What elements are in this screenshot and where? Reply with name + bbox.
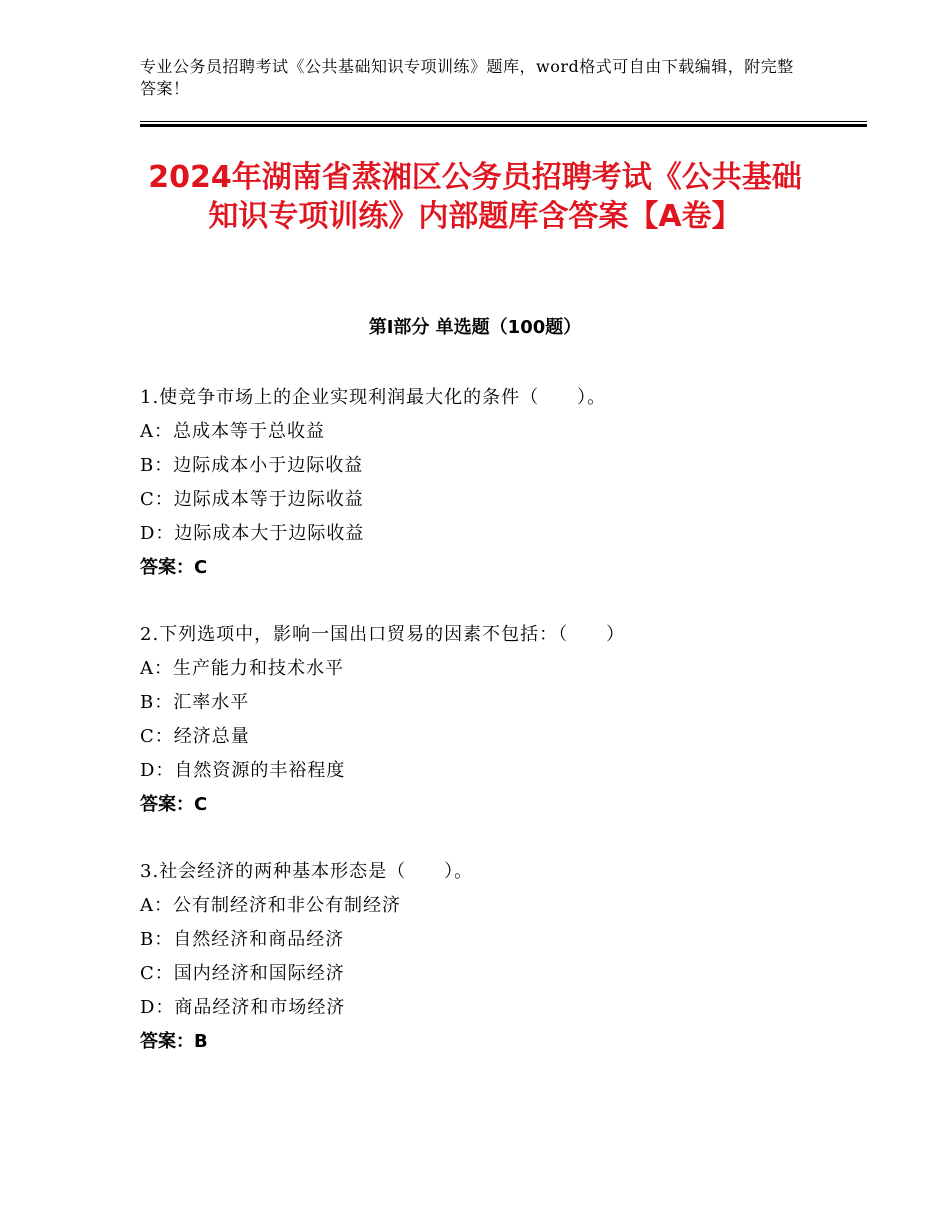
question-list: [140, 381, 840, 1092]
option-d: D：商品经济和市场经济: [140, 997, 346, 1018]
question-3: [140, 855, 840, 1059]
option-c: C：经济总量: [140, 726, 250, 747]
question-stem: 1.使竞争市场上的企业实现利润最大化的条件（ ）。: [140, 387, 607, 408]
option-a: A：生产能力和技术水平: [140, 658, 344, 679]
section-title: 第Ⅰ部分 单选题（100题）: [368, 317, 582, 338]
option-a: A：总成本等于总收益: [140, 421, 325, 442]
header-rule-thick: [140, 124, 867, 127]
answer-line: 答案：C: [140, 794, 208, 815]
option-c: C：国内经济和国际经济: [140, 963, 345, 984]
answer-line: 答案：C: [140, 557, 208, 578]
option-a: A：公有制经济和非公有制经济: [140, 895, 401, 916]
question-stem: 2.下列选项中，影响一国出口贸易的因素不包括：（ ）: [140, 624, 626, 645]
header-note: 专业公务员招聘考试《公共基础知识专项训练》题库，word格式可自由下载编辑，附完整答案！: [140, 57, 794, 98]
option-b: B：自然经济和商品经济: [140, 929, 345, 950]
header-rule-thin: [140, 121, 867, 122]
option-d: D：自然资源的丰裕程度: [140, 760, 346, 781]
option-c: C：边际成本等于边际收益: [140, 489, 364, 510]
answer-line: 答案：B: [140, 1031, 208, 1052]
option-b: B：汇率水平: [140, 692, 250, 713]
question-stem: 3.社会经济的两种基本形态是（ ）。: [140, 861, 474, 882]
option-b: B：边际成本小于边际收益: [140, 455, 364, 476]
question-1: [140, 381, 840, 585]
option-d: D：边际成本大于边际收益: [140, 523, 365, 544]
document-title: 2024年湖南省蒸湘区公务员招聘考试《公共基础知识专项训练》内部题库含答案【A卷】: [148, 160, 802, 234]
question-2: [140, 618, 840, 822]
